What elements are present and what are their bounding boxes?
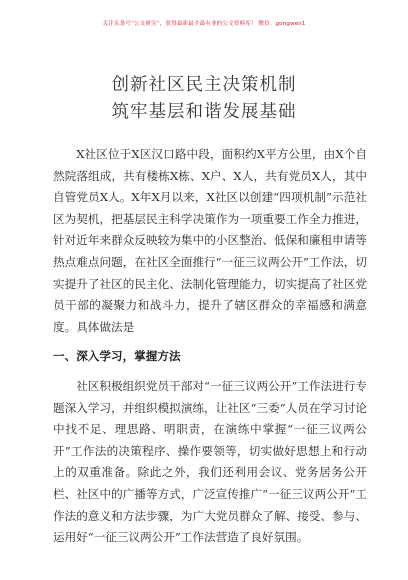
intro-paragraph	[53, 144, 367, 338]
header-notice: 关注头条号“公文研究”，获得最新最全最有业的公文资料库！ 微信：gongwen1	[102, 21, 306, 27]
section-heading-1: 一、深入学习，掌握方法	[53, 349, 181, 363]
section-1-paragraph	[53, 376, 367, 549]
document-title-line2: 筑牢基层和谐发展基础	[111, 102, 297, 122]
document-title-line1: 创新社区民主决策机制	[111, 75, 297, 95]
intro-paragraph-text: X社区位于X区汉口路中段，面积约X平方公里，由X个自然院落组成，共有楼栋X栋、X户、X人，共有党员X人，其中自管党员X人。X年X月以来，X社区以创建“四项机制”示范社区为契机，把基层民主科学决策作为一项重要工作全力推进，针对近年来群众反映较为集中的小区整治、低保和廉租申请等热点难点问题，在社区全面推行“一征三议两公开”工作法，切实提升了社区的民主化、法制化管理能力，切实提高了社区党员干部的凝聚力和战斗力，提升了辖区群众的幸福感和满意度。具体做法是	[53, 147, 367, 334]
section-1-paragraph-text: 社区积极组织党员干部对“一征三议两公开”工作法进行专题深入学习，并组织模拟演练，让社区“三委”人员在学习讨论中找不足、理思路、明职责，在演练中掌握“一征三议两公开”工作法的决策程序、操作要领等，切实做好思想上和行动上的双重准备。除此之外，我们还利用会议、党务居务公开栏、社区中的广播等方式，广泛宣传推广“一征三议两公开”工作法的意义和方法步骤，为广大党员群众了解、接受、参与、运用好“一征三议两公开”工作法营造了良好氛围。	[53, 379, 367, 545]
